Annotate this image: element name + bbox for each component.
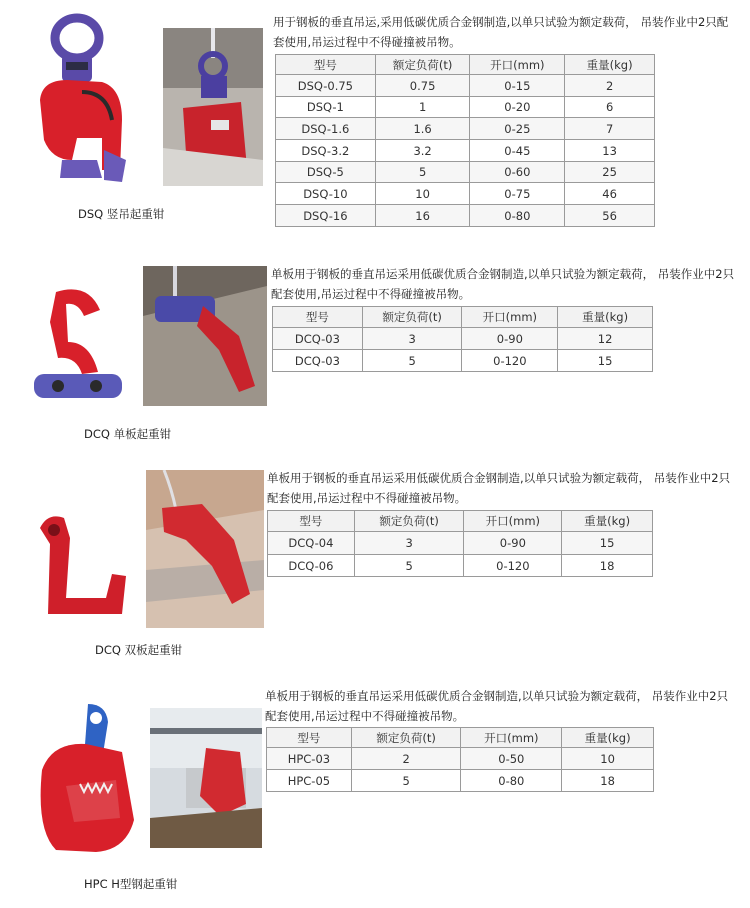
header-model: 型号 [268,511,355,532]
header-model: 型号 [273,307,363,328]
header-weight: 重量(kg) [562,728,654,748]
cell-load: 5 [354,555,464,577]
table-row [276,75,655,97]
dcq-double-description: 单板用于钢板的垂直吊运采用低碳优质合金钢制造,以单只试验为额定载荷， 吊装作业中2只配套使用,吊运过程中不得碰撞被吊物。 [267,471,731,505]
cell-weight: 10 [562,748,654,770]
cell-opening: 0-60 [470,162,565,183]
cell-load: 1 [375,97,470,118]
dcq-single-spec-table [272,306,653,372]
cell-opening: 0-25 [470,118,565,140]
table-row [276,118,655,140]
cell-model: DCQ-04 [268,532,355,555]
cell-model: DSQ-3.2 [276,140,376,162]
table-row [268,532,653,555]
dcq-single-clamp-image [28,282,128,412]
header-weight: 重量(kg) [558,307,653,328]
dsq-clamp-image [22,10,142,198]
header-load: 额定负荷(t) [375,55,470,75]
table-row [273,328,653,350]
cell-model: DSQ-16 [276,205,376,227]
cell-model: HPC-03 [267,748,352,770]
cell-load: 5 [362,350,462,372]
header-model: 型号 [276,55,376,75]
dsq-spec-table [275,54,655,227]
header-load: 额定负荷(t) [351,728,461,748]
header-load: 额定负荷(t) [362,307,462,328]
cell-load: 10 [375,183,470,205]
cell-weight: 13 [565,140,655,162]
table-row [276,97,655,118]
cell-load: 0.75 [375,75,470,97]
cell-weight: 6 [565,97,655,118]
header-model: 型号 [267,728,352,748]
cell-opening: 0-75 [470,183,565,205]
hpc-spec-table [266,727,654,792]
cell-weight: 7 [565,118,655,140]
table-row [273,350,653,372]
dsq-caption: DSQ 竖吊起重钳 [78,207,165,221]
hpc-description: 单板用于钢板的垂直吊运采用低碳优质合金钢制造,以单只试验为额定载荷， 吊装作业中2只配套使用,吊运过程中不得碰撞被吊物。 [265,689,729,723]
header-opening: 开口(mm) [464,511,562,532]
table-header-row [276,55,655,75]
dcq-single-usage-photo [143,266,267,406]
cell-opening: 0-80 [461,770,562,792]
cell-model: DSQ-10 [276,183,376,205]
cell-model: DCQ-06 [268,555,355,577]
dsq-description: 用于钢板的垂直吊运,采用低碳优质合金钢制造,以单只试验为额定载荷， 吊装作业中2只配套使用,吊运过程中不得碰撞被吊物。 [273,15,729,49]
header-weight: 重量(kg) [562,511,653,532]
table-row [267,770,654,792]
dcq-double-clamp-image [26,508,136,620]
cell-weight: 56 [565,205,655,227]
cell-opening: 0-80 [470,205,565,227]
cell-model: DSQ-0.75 [276,75,376,97]
hpc-usage-photo [150,708,262,848]
cell-opening: 0-45 [470,140,565,162]
table-row [276,140,655,162]
cell-weight: 15 [562,532,653,555]
cell-weight: 18 [562,555,653,577]
table-row [268,555,653,577]
cell-load: 3.2 [375,140,470,162]
table-header-row [273,307,653,328]
cell-opening: 0-50 [461,748,562,770]
table-row [276,183,655,205]
dcq-double-caption: DCQ 双板起重钳 [95,643,183,657]
cell-load: 5 [351,770,461,792]
cell-opening: 0-120 [462,350,558,372]
header-opening: 开口(mm) [461,728,562,748]
dcq-single-caption: DCQ 单板起重钳 [84,427,172,441]
cell-model: HPC-05 [267,770,352,792]
cell-load: 3 [354,532,464,555]
table-header-row [267,728,654,748]
table-header-row [268,511,653,532]
cell-model: DCQ-03 [273,328,363,350]
dcq-double-usage-photo [146,470,264,628]
cell-load: 5 [375,162,470,183]
table-row [267,748,654,770]
cell-load: 16 [375,205,470,227]
table-row [276,205,655,227]
cell-model: DSQ-1.6 [276,118,376,140]
cell-opening: 0-15 [470,75,565,97]
cell-weight: 15 [558,350,653,372]
table-row [276,162,655,183]
cell-weight: 46 [565,183,655,205]
hpc-caption: HPC H型钢起重钳 [84,877,178,891]
cell-model: DSQ-5 [276,162,376,183]
cell-weight: 25 [565,162,655,183]
header-load: 额定负荷(t) [354,511,464,532]
cell-model: DCQ-03 [273,350,363,372]
header-opening: 开口(mm) [462,307,558,328]
cell-opening: 0-90 [462,328,558,350]
cell-model: DSQ-1 [276,97,376,118]
header-weight: 重量(kg) [565,55,655,75]
cell-opening: 0-90 [464,532,562,555]
hpc-clamp-image [22,700,144,860]
cell-load: 1.6 [375,118,470,140]
cell-opening: 0-120 [464,555,562,577]
dsq-usage-photo [163,28,263,186]
cell-load: 3 [362,328,462,350]
cell-load: 2 [351,748,461,770]
dcq-single-description: 单板用于钢板的垂直吊运采用低碳优质合金钢制造,以单只试验为额定载荷， 吊装作业中2只配套使用,吊运过程中不得碰撞被吊物。 [271,267,735,301]
dcq-double-spec-table [267,510,653,577]
cell-weight: 12 [558,328,653,350]
cell-weight: 18 [562,770,654,792]
header-opening: 开口(mm) [470,55,565,75]
cell-opening: 0-20 [470,97,565,118]
cell-weight: 2 [565,75,655,97]
